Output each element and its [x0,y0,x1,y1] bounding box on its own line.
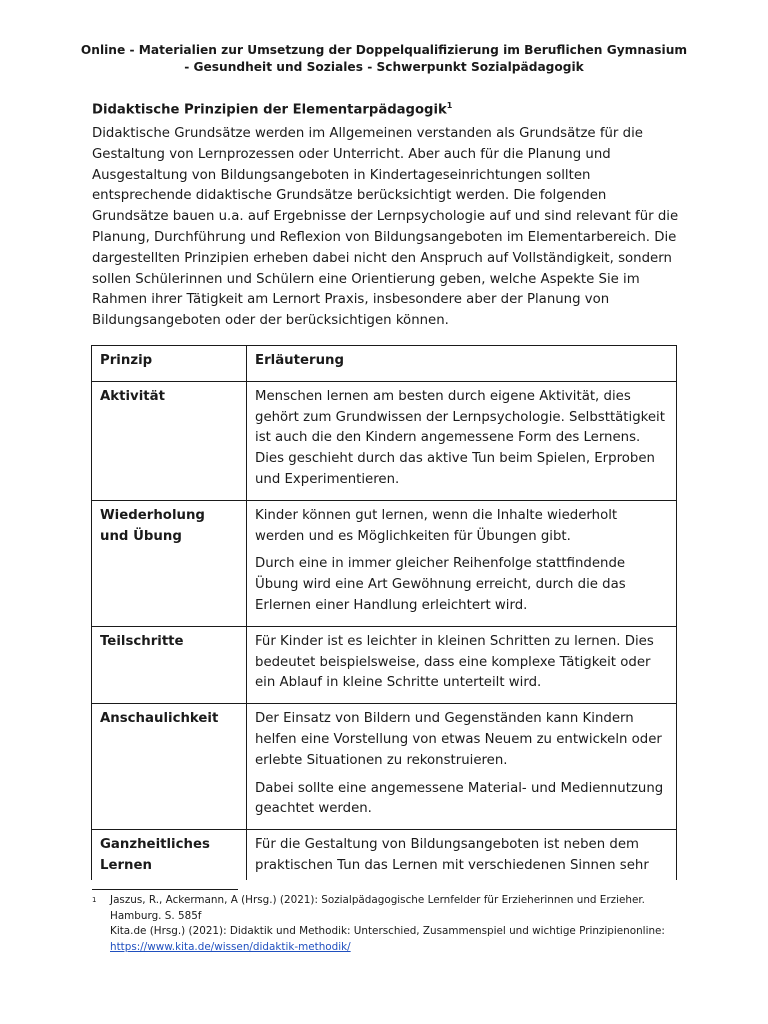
explanation-paragraph: Kinder können gut lernen, wenn die Inhalte wiederholt werden und es Möglichkeiten für Übungen gibt. [255,507,618,544]
table-row [92,704,677,830]
footnote-divider [92,889,238,890]
footnote-reference[interactable]: 1 [446,101,453,110]
principle-explanation [247,626,677,703]
explanation-paragraph: Für die Gestaltung von Bildungsangeboten ist neben dem praktischen Tun das Lernen mit verschiedenen Sinnen sehr [255,837,649,873]
explanation-paragraph: Der Einsatz von Bildern und Gegenständen kann Kindern helfen eine Vorstellung von etwas Neuem zu entwickeln oder erlebte Situationen zu rekonstruieren. [255,711,662,768]
explanation-paragraph: Durch eine in immer gleicher Reihenfolge stattfindende Übung wird eine Art Gewöhnung erreicht, durch die das Erlernen einer Handlung erleichtert wird. [255,556,626,613]
section-title [92,101,452,117]
table-row [92,626,677,703]
table-header-row [92,346,677,382]
principles-table [91,345,677,880]
footnote-reference-1: Jaszus, R., Ackermann, A (Hrsg.) (2021): Sozialpädagogische Lernfelder für Erzieherinnen und Erzieher. Hamburg. S. 585f [110,894,645,922]
footnote-reference-2: Kita.de (Hrsg.) (2021): Didaktik und Methodik: Unterschied, Zusammenspiel und wichtige Prinzipienonline: [110,925,665,938]
principle-explanation [247,830,677,880]
page-header [0,42,768,76]
explanation-paragraph: Dabei sollte eine angemessene Material- und Mediennutzung geachtet werden. [255,780,664,817]
table-row [92,500,677,626]
table-row [92,381,677,500]
header-line-1: Online - Materialien zur Umsetzung der Doppelqualifizierung im Beruflichen Gymnasium [80,43,688,57]
explanation-paragraph: Menschen lernen am besten durch eigene Aktivität, dies gehört zum Grundwissen der Lernpsychologie. Selbsttätigkeit ist auch die den Kindern angemessene Form des Lernens. Dies geschieht durch das aktive Tun beim Spielen, Erproben und Experimentieren. [255,388,665,487]
principle-name: Wiederholung und Übung [92,500,247,626]
principle-name: Teilschritte [92,626,247,703]
principle-name: Aktivität [92,381,247,500]
explanation-paragraph: Für Kinder ist es leichter in kleinen Schritten zu lernen. Dies bedeutet beispielsweise, dass eine komplexe Tätigkeit oder ein Ablauf in kleine Schritte unterteilt wird. [255,633,654,691]
principle-name: Anschaulichkeit [92,704,247,830]
footnote-mark: 1 [92,896,97,904]
section-title-text: Didaktische Prinzipien der Elementarpädagogik [92,102,447,118]
footnote [92,893,682,955]
column-header-erlaeuterung: Erläuterung [247,346,677,382]
header-line-2: - Gesundheit und Soziales - Schwerpunkt Sozialpädagogik [184,60,584,74]
intro-paragraph: Didaktische Grundsätze werden im Allgemeinen verstanden als Grundsätze für die Gestaltung von Lernprozessen oder Unterricht. Aber auch für die Planung und Ausgestaltung von Bildungsangeboten in Kindertageseinrichtungen sollten entsprechende didaktische Grundsätze berücksichtigt werden. Die folgenden Grundsätze bauen u.a. auf Ergebnisse der Lernpsychologie auf und sind relevant für die Planung, Durchführung und Reflexion von Bildungsangeboten im Elementarbereich. Die dargestellten Prinzipien erheben dabei nicht den Anspruch auf Vollständigkeit, sondern sollen Schülerinnen und Schülern eine Orientierung geben, welche Aspekte Sie im Rahmen ihrer Tätigkeit am Lernort Praxis, insbesondere aber der Planung von Bildungsangeboten oder der berücksichtigen können. [92,126,679,329]
principle-explanation [247,704,677,830]
principles-table-wrapper [91,345,677,880]
principle-explanation [247,381,677,500]
footnote-link[interactable]: https://www.kita.de/wissen/didaktik-methodik/ [110,940,351,953]
principle-explanation [247,500,677,626]
principle-name: Ganzheitliches Lernen [92,830,247,880]
table-row [92,830,677,880]
column-header-prinzip: Prinzip [92,346,247,382]
